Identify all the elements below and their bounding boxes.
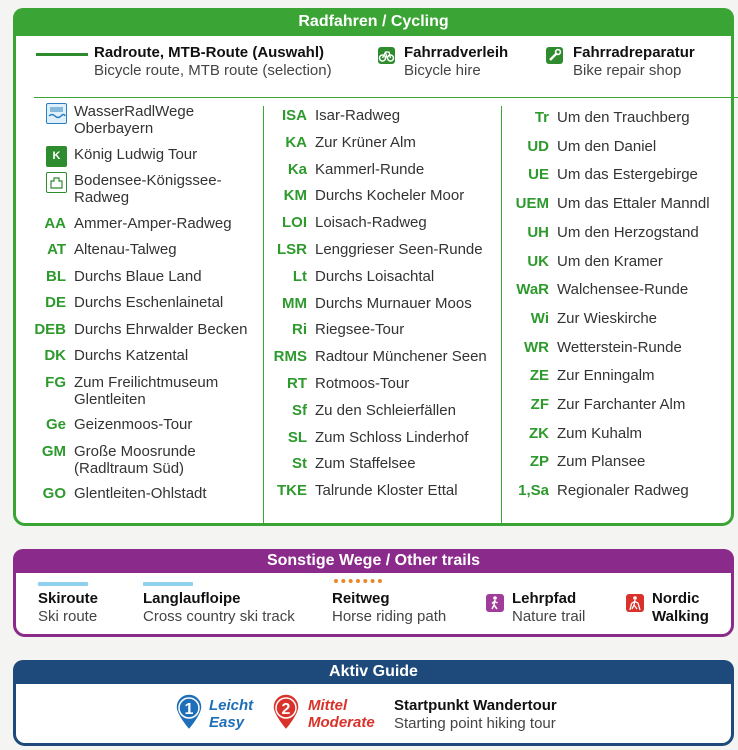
route-abbr: UD	[527, 137, 549, 155]
route-abbr: GO	[42, 485, 66, 502]
route-label	[315, 482, 458, 499]
route-label	[74, 146, 197, 163]
route-label-line: Kammerl-Runde	[315, 160, 425, 178]
route-abbr: Tr	[534, 109, 549, 126]
aktiv-guide-title: Aktiv Guide	[13, 660, 734, 684]
route-label	[315, 321, 404, 338]
easy-en: Easy	[209, 714, 245, 731]
route-abbr: DK	[44, 347, 66, 364]
legend-bike-repair-en: Bike repair shop	[573, 62, 682, 79]
route-label	[315, 241, 483, 258]
route-abbr: UH	[527, 223, 549, 241]
route-abbr: WR	[524, 338, 549, 356]
moderate-de: Mittel	[308, 697, 348, 714]
route-label-line: Glentleiten	[74, 390, 146, 408]
route-label-line: Zur Wieskirche	[557, 309, 658, 327]
route-label-line: Zum Freilichtmuseum	[74, 373, 219, 391]
legend-bike-repair-de: Fahrradreparatur	[573, 44, 695, 61]
route-abbr: BL	[46, 267, 66, 285]
cross-country-symbol	[143, 582, 193, 586]
route-label-line: Isar-Radweg	[315, 107, 401, 124]
route-abbr: AA	[44, 214, 66, 232]
route-label-line: König Ludwig Tour	[74, 145, 198, 163]
route-label-line: Durchs Loisachtal	[315, 267, 435, 285]
route-label-line: Bodensee-Königssee-	[74, 172, 222, 189]
other-trails-title: Sonstige Wege / Other trails	[13, 549, 734, 573]
route-abbr: WaR	[516, 281, 549, 299]
route-label-line: Lenggrieser Seen-Runde	[315, 241, 483, 258]
route-label-line: Um das Ettaler Manndl	[557, 195, 710, 213]
legend-bike-repair	[573, 44, 695, 80]
legend-nordic-walking	[652, 590, 709, 626]
route-label	[557, 367, 655, 384]
route-label-line: Zum Staffelsee	[315, 455, 416, 473]
legend-start-point	[394, 697, 557, 733]
route-label	[315, 187, 464, 204]
route-label-line: Regionaler Radweg	[557, 482, 689, 500]
nordic-walking-de: Nordic	[652, 590, 700, 607]
cycling-panel	[13, 8, 734, 526]
route-label	[315, 295, 472, 312]
route-abbr: UE	[528, 166, 549, 184]
route-abbr: LSR	[277, 241, 307, 258]
route-label	[74, 443, 196, 477]
nature-trail-en: Nature trail	[512, 608, 586, 625]
route-label-line: Wetterstein-Runde	[557, 338, 682, 356]
route-abbr: TKE	[277, 482, 307, 500]
route-label	[557, 166, 698, 183]
k-icon: K	[46, 146, 67, 167]
route-label	[315, 455, 416, 472]
route-abbr: SL	[287, 428, 307, 446]
start-point-en: Starting point hiking tour	[394, 715, 556, 732]
route-label-line: Durchs Katzental	[74, 347, 189, 364]
route-label-line: Radweg	[74, 189, 130, 206]
easy-badge-icon	[174, 693, 204, 731]
route-label-line: Loisach-Radweg	[315, 214, 427, 232]
route-label	[74, 416, 192, 433]
route-label	[74, 485, 207, 502]
route-label	[74, 241, 177, 258]
route-label-line: Um das Estergebirge	[557, 166, 698, 184]
route-label	[557, 109, 690, 126]
horse-path-symbol	[334, 579, 382, 587]
route-abbr: LOI	[282, 214, 307, 232]
route-label	[315, 348, 487, 365]
route-line-symbol	[36, 53, 88, 56]
route-abbr: ZP	[529, 453, 549, 471]
route-abbr: Sf	[292, 401, 307, 419]
aktiv-guide-panel	[13, 660, 734, 746]
legend-bike-hire	[404, 44, 508, 80]
route-label-line: Zur Enningalm	[557, 367, 655, 385]
route-label-line: Glentleiten-Ohlstadt	[74, 485, 207, 502]
route-label-line: Große Moosrunde	[74, 442, 196, 460]
route-label	[557, 310, 657, 327]
route-abbr: Ri	[292, 321, 307, 339]
route-label-line: Durchs Murnauer Moos	[315, 294, 472, 312]
route-abbr: DE	[45, 294, 66, 311]
moderate-en: Moderate	[308, 714, 375, 731]
wave-icon	[46, 103, 67, 124]
route-label	[74, 215, 232, 232]
route-abbr: GM	[41, 442, 66, 460]
nature-trail-de: Lehrpfad	[512, 590, 577, 607]
route-abbr: St	[292, 455, 307, 473]
moderate-badge-number: 2	[281, 701, 291, 718]
route-label-line: Radtour Münchener Seen	[315, 348, 487, 366]
route-label	[315, 134, 416, 151]
route-label-line: Rotmoos-Tour	[315, 375, 410, 392]
legend-divider	[34, 97, 738, 98]
route-label-line: (Radltraum Süd)	[74, 459, 185, 477]
route-abbr: ZK	[529, 424, 549, 442]
legend-horse-path	[332, 590, 446, 626]
route-label-line: Oberbayern	[74, 120, 154, 137]
route-abbr: AT	[47, 241, 66, 258]
route-label	[557, 195, 710, 212]
easy-de: Leicht	[209, 697, 254, 714]
route-abbr: KM	[283, 187, 307, 205]
route-label	[74, 347, 188, 364]
route-label	[315, 268, 434, 285]
route-label	[557, 281, 688, 298]
route-label-line: Um den Kramer	[557, 252, 663, 270]
route-abbr: Ka	[287, 160, 307, 178]
legend-bike-hire-de: Fahrradverleih	[404, 44, 509, 61]
route-label	[74, 103, 194, 137]
route-abbr: DEB	[34, 320, 66, 338]
route-abbr: Wi	[530, 309, 549, 327]
easy-label	[209, 697, 253, 731]
cross-country-de: Langlaufloipe	[143, 590, 241, 607]
easy-badge-number: 1	[184, 701, 194, 718]
route-label	[315, 107, 400, 124]
route-abbr: RMS	[273, 348, 307, 366]
cycling-title: Radfahren / Cycling	[13, 8, 734, 36]
route-label	[315, 375, 409, 392]
route-label-line: Geizenmoos-Tour	[74, 416, 193, 433]
route-abbr: KA	[285, 133, 307, 151]
route-label-line: Durchs Kocheler Moor	[315, 187, 465, 205]
route-label-line: Um den Trauchberg	[557, 109, 690, 126]
route-label-line: Ammer-Amper-Radweg	[74, 214, 232, 232]
bicycle-icon	[378, 47, 395, 64]
route-abbr: UK	[527, 252, 549, 270]
route-label-line: Um den Daniel	[557, 137, 657, 155]
legend-route-en: Bicycle route, MTB route (selection)	[94, 62, 332, 79]
legend-bike-hire-en: Bicycle hire	[404, 62, 481, 79]
route-abbr: MM	[282, 294, 307, 312]
route-label	[315, 161, 424, 178]
route-abbr: Lt	[292, 267, 307, 285]
route-label-line: Zur Farchanter Alm	[557, 396, 686, 413]
other-trails-panel	[13, 549, 734, 637]
route-label	[74, 321, 247, 338]
route-abbr: ZE	[529, 367, 549, 385]
ski-route-en: Ski route	[38, 608, 98, 625]
route-label-line: Zum Plansee	[557, 453, 646, 471]
route-label	[557, 425, 642, 442]
legend-route-de: Radroute, MTB-Route (Auswahl)	[94, 44, 324, 61]
legend-ski-route	[38, 590, 98, 626]
route-abbr: Ge	[45, 416, 66, 433]
route-label	[557, 339, 682, 356]
wrench-icon	[546, 47, 563, 64]
route-label	[557, 482, 689, 499]
moderate-badge-icon	[271, 693, 301, 731]
route-label-line: Durchs Blaue Land	[74, 267, 202, 285]
route-label	[74, 294, 223, 311]
route-label	[557, 396, 685, 413]
hiker-icon	[486, 594, 504, 612]
route-label-line: Zur Krüner Alm	[315, 133, 416, 151]
route-abbr: 1,Sa	[518, 482, 549, 500]
horse-path-en: Horse riding path	[332, 608, 447, 625]
route-label	[74, 172, 222, 206]
route-abbr: ZF	[530, 396, 549, 413]
route-label	[557, 224, 699, 241]
route-label	[74, 374, 218, 408]
route-label-line: Durchs Eschenlainetal	[74, 294, 224, 311]
route-label	[557, 453, 645, 470]
route-label	[315, 402, 456, 419]
route-label-line: WasserRadlWege	[74, 103, 195, 120]
route-label-line: Durchs Ehrwalder Becken	[74, 320, 248, 338]
ski-route-symbol	[38, 582, 88, 586]
legend-route	[94, 44, 332, 80]
nordic-walking-de2: Walking	[652, 608, 709, 625]
route-label-line: Zum Schloss Linderhof	[315, 428, 469, 446]
route-label	[557, 138, 656, 155]
route-abbr: ISA	[281, 107, 307, 124]
route-label-line: Um den Herzogstand	[557, 223, 699, 241]
legend-nature-trail	[512, 590, 585, 626]
route-label	[315, 429, 468, 446]
route-abbr: FG	[45, 373, 66, 391]
moderate-label	[308, 697, 375, 731]
route-label-line: Zu den Schleierfällen	[315, 401, 456, 419]
route-label-line: Walchensee-Runde	[557, 281, 689, 299]
route-label-line: Talrunde Kloster Ettal	[315, 482, 458, 500]
horse-path-de: Reitweg	[332, 590, 390, 607]
ski-route-de: Skiroute	[38, 590, 99, 607]
legend-cross-country	[143, 590, 295, 626]
route-abbr: UEM	[515, 195, 549, 213]
cross-country-en: Cross country ski track	[143, 608, 295, 625]
castle-icon	[46, 172, 67, 193]
route-label-line: Altenau-Talweg	[74, 241, 177, 258]
route-label	[557, 253, 663, 270]
route-label	[74, 268, 202, 285]
route-label	[315, 214, 427, 231]
route-label-line: Riegsee-Tour	[315, 321, 405, 339]
route-abbr: RT	[287, 375, 307, 392]
route-label-line: Zum Kuhalm	[557, 424, 643, 442]
start-point-de: Startpunkt Wandertour	[394, 697, 557, 714]
nordic-walking-icon	[626, 594, 644, 612]
